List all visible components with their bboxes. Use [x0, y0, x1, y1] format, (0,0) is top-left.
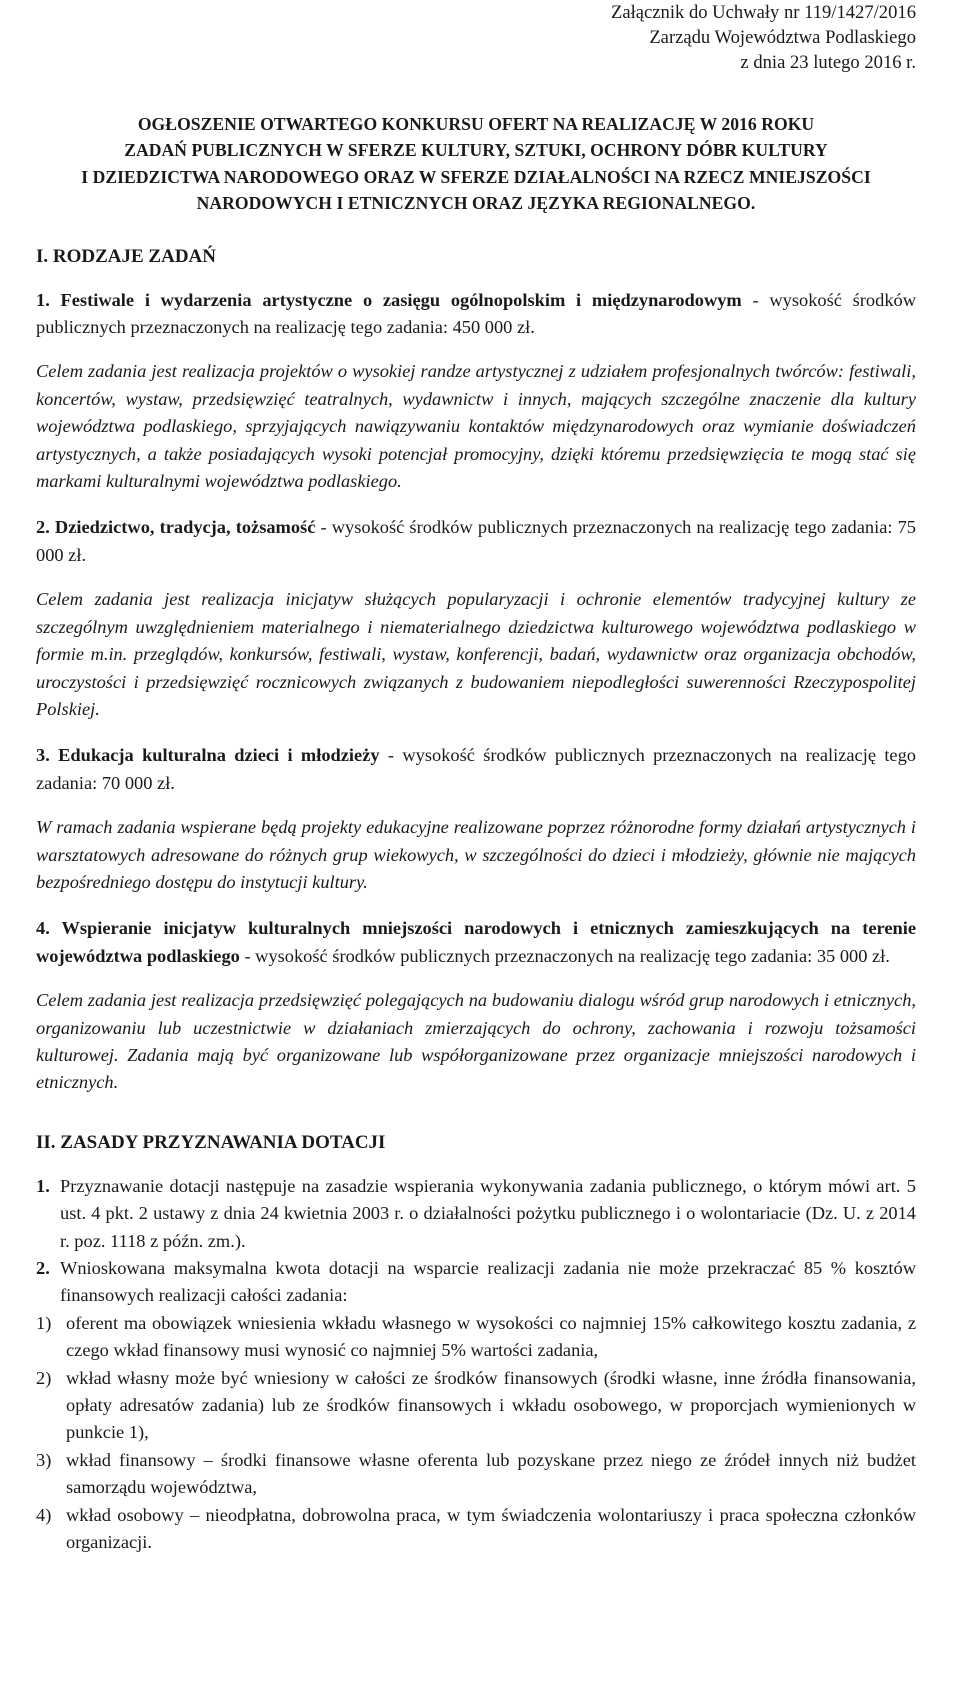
list-item-1 [36, 1310, 916, 1365]
task-4-title: 4. Wspieranie inicjatyw kulturalnych mniejszości narodowych i etnicznych zamieszkujących na terenie województwa podlaskiego [36, 918, 916, 966]
title-line-1: OGŁOSZENIE OTWARTEGO KONKURSU OFERT NA REALIZACJĘ W 2016 ROKU [137, 114, 815, 134]
attachment-header [36, 0, 916, 75]
rule-2 [36, 1255, 916, 1310]
task-2-title: 2. Dziedzictwo, tradycja, tożsamość [36, 517, 316, 538]
rule-1-number: 1. [36, 1175, 50, 1196]
rules-list [36, 1173, 916, 1557]
title-line-3: I DZIEDZICTWA NARODOWEGO ORAZ W SFERZE DZIAŁALNOŚCI NA RZECZ MNIEJSZOŚCI [81, 166, 871, 187]
task-4 [36, 915, 916, 970]
list-item-2-number: 2) [36, 1367, 52, 1388]
list-item-4-text: wkład osobowy – nieodpłatna, dobrowolna praca, w tym świadczenia wolontariuszy i praca społeczna członków organizacji. [66, 1504, 916, 1553]
list-item-1-number: 1) [36, 1312, 52, 1333]
task-1 [36, 287, 916, 342]
task-3-funding: - wysokość środków publicznych przeznaczonych na realizację tego zadania: 70 000 zł. [36, 745, 916, 793]
task-1-title: 1. Festiwale i wydarzenia artystyczne o zasięgu ogólnopolskim i międzynarodowym [36, 289, 742, 310]
list-item-3 [36, 1447, 916, 1502]
section-2-heading: II. ZASADY PRZYZNAWANIA DOTACJI [36, 1131, 386, 1153]
list-item-4-number: 4) [36, 1504, 52, 1525]
rule-2-text: Wnioskowana maksymalna kwota dotacji na wsparcie realizacji zadania nie może przekraczać 85 % kosztów finansowych realizacji całości zadania: [60, 1258, 916, 1306]
list-item-2 [36, 1365, 916, 1447]
list-item-4 [36, 1502, 916, 1557]
task-3-description: W ramach zadania wspierane będą projekty edukacyjne realizowane poprzez różnorodne formy działań artystycznych i warsztatowych adresowane do różnych grup wiekowych, w szczególności do dzieci i młodzieży, głównie nie mających bezpośredniego dostępu do instytucji kultury. [36, 817, 916, 892]
list-item-3-number: 3) [36, 1449, 52, 1470]
section-1-heading: I. RODZAJE ZADAŃ [36, 245, 216, 267]
task-2 [36, 514, 916, 569]
rule-1-text: Przyznawanie dotacji następuje na zasadzie wspierania wykonywania zadania publicznego, o którym mówi art. 5 ust. 4 pkt. 2 ustawy z dnia 24 kwietnia 2003 r. o działalności pożytku publicznego i o wolontariacie (Dz. U. z 2014 r. poz. 1118 z późn. zm.). [60, 1175, 916, 1251]
task-2-description: Celem zadania jest realizacja inicjatyw służących popularyzacji i ochronie elementów tradycyjnej kultury ze szczególnym uwzględnieniem materialnego i niematerialnego dziedzictwa kulturowego województwa podlaskiego w formie m.in. przeglądów, konkursów, festiwali, wystaw, konferencji, badań, wydawnictw oraz organizacja obchodów, uroczystości i przedsięwzięć rocznicowych związanych z budowaniem niepodległości suwerenności Rzeczypospolitej Polskiej. [36, 589, 916, 719]
announcement-title [36, 111, 916, 217]
task-3-title: 3. Edukacja kulturalna dzieci i młodzieży [36, 745, 380, 766]
task-1-description: Celem zadania jest realizacja projektów o wysokiej randze artystycznej z udziałem profesjonalnych twórców: festiwali, koncertów, wystaw, przedsięwzięć teatralnych, wydawnictw i innych, mających szczególne znaczenie dla kultury województwa podlaskiego, sprzyjających nawiązywaniu kontaktów międzynarodowych oraz wymianie doświadczeń artystycznych, a także posiadających wysoki potencjał promocyjny, dzięki któremu przedsięwzięcia te mogą stać się markami kulturalnymi województwa podlaskiego. [36, 361, 916, 492]
header-line-3: z dnia 23 lutego 2016 r. [740, 52, 916, 73]
header-line-2: Zarządu Województwa Podlaskiego [649, 27, 916, 48]
rule-1 [36, 1173, 916, 1255]
task-2-funding: - wysokość środków publicznych przeznaczonych na realizację tego zadania: 75 000 zł. [36, 517, 916, 565]
title-line-4: NARODOWYCH I ETNICZNYCH ORAZ JĘZYKA REGIONALNEGO. [196, 193, 756, 214]
task-4-funding: - wysokość środków publicznych przeznaczonych na realizację tego zadania: 35 000 zł. [239, 945, 890, 966]
list-item-3-text: wkład finansowy – środki finansowe własne oferenta lub pozyskane przez niego ze źródeł innych niż budżet samorządu województwa, [66, 1449, 916, 1498]
list-item-2-text: wkład własny może być wniesiony w całości ze środków finansowych (środki własne, inne źródła finansowania, opłaty adresatów zadania) lub ze środków finansowych i wkładu osobowego, w proporcjach wymienionych w punkcie 1), [66, 1367, 916, 1443]
task-4-description: Celem zadania jest realizacja przedsięwzięć polegających na budowaniu dialogu wśród grup narodowych i etnicznych, organizowaniu lub uczestnictwie w działaniach zmierzających do ochrony, zachowania i rozwoju tożsamości kulturowej. Zadania mają być organizowane lub współorganizowane przez organizacje mniejszości narodowych i etnicznych. [36, 990, 916, 1093]
rule-2-number: 2. [36, 1258, 50, 1278]
header-line-1: Załącznik do Uchwały nr 119/1427/2016 [611, 2, 916, 23]
task-1-funding: - wysokość środków publicznych przeznaczonych na realizację tego zadania: 450 000 zł. [36, 289, 916, 338]
title-line-2: ZADAŃ PUBLICZNYCH W SFERZE KULTURY, SZTUKI, OCHRONY DÓBR KULTURY [124, 140, 828, 161]
task-3 [36, 742, 916, 797]
list-item-1-text: oferent ma obowiązek wniesienia wkładu własnego w wysokości co najmniej 15% całkowitego kosztu zadania, z czego wkład finansowy musi wynosić co najmniej 5% wartości zadania, [66, 1312, 916, 1361]
